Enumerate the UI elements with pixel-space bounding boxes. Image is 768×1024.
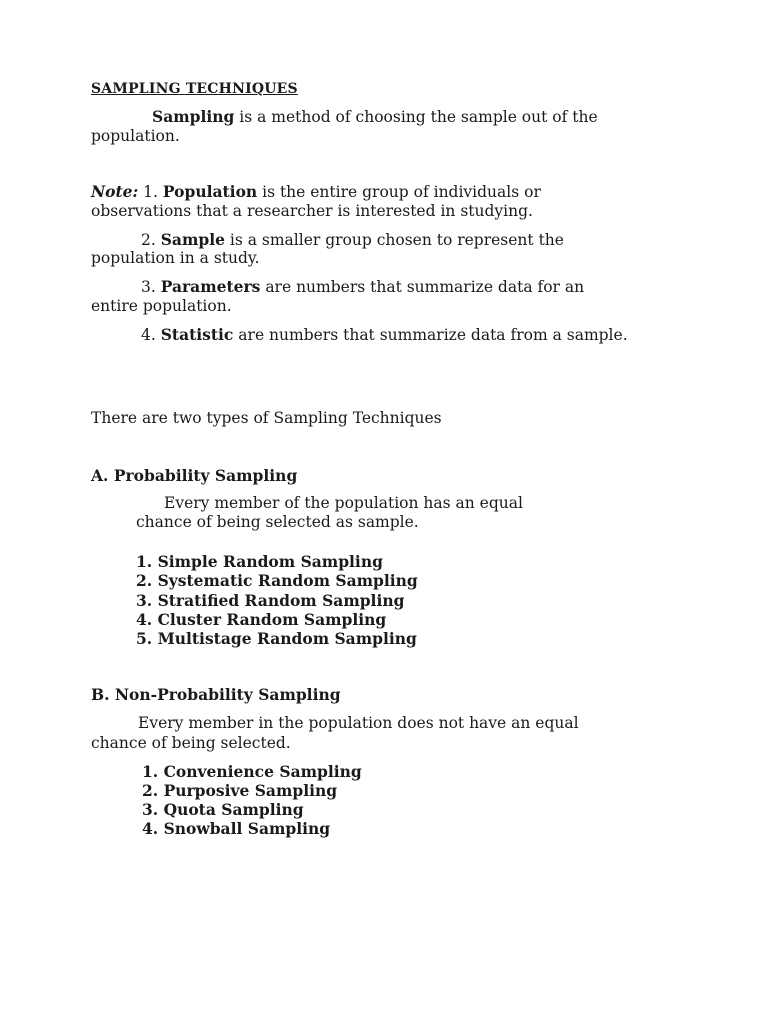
note-item-2-line-1 [141,230,564,250]
definition-term: Sampling [152,107,235,126]
note-item-4-line-1 [141,325,628,345]
probability-desc-line-2: chance of being selected as sample. [136,513,419,531]
list-item: 4. Snowball Sampling [142,819,331,838]
note-number: 4. [141,326,161,344]
note-item-3-line-2: entire population. [91,297,232,315]
non-probability-desc-line-1: Every member in the population does not have an equal [138,714,579,732]
list-item: 5. Multistage Random Sampling [136,629,417,648]
section-heading-probability: A. Probability Sampling [91,466,298,485]
list-item: 3. Stratified Random Sampling [136,591,405,610]
note-text: are numbers that summarize data from a sample. [233,326,628,344]
list-item: 2. Systematic Random Sampling [136,571,418,590]
definition-line-2: population. [91,127,180,145]
note-text: are numbers that summarize data for an [260,278,585,296]
note-label: Note: [91,182,139,201]
note-term: Statistic [160,325,234,344]
non-probability-desc-line-2: chance of being selected. [91,734,291,752]
note-text: is a smaller group chosen to represent the [224,231,564,249]
page-title: SAMPLING TECHNIQUES [91,81,298,97]
note-number: 2. [141,231,161,249]
definition-text: is a method of choosing the sample out of the [234,108,598,126]
note-number: 3. [141,278,161,296]
section-heading-non-probability: B. Non-Probability Sampling [91,685,341,704]
note-text: is the entire group of individuals or [257,183,541,201]
list-item: 1. Convenience Sampling [142,762,362,781]
probability-desc-line-1: Every member of the population has an equal [164,494,523,512]
note-item-1-line-2: observations that a researcher is interested in studying. [91,202,533,220]
list-item: 1. Simple Random Sampling [136,552,383,571]
note-number: 1. [138,183,163,201]
note-term: Parameters [160,277,261,296]
list-item: 2. Purposive Sampling [142,781,338,800]
note-item-1-line-1 [91,182,541,202]
list-item: 4. Cluster Random Sampling [136,610,387,629]
note-item-3-line-1 [141,277,584,297]
definition-line-1 [152,107,598,127]
note-term: Sample [160,230,225,249]
list-item: 3. Quota Sampling [142,800,304,819]
note-item-2-line-2: population in a study. [91,249,260,267]
note-term: Population [162,182,258,201]
intro-text: There are two types of Sampling Techniques [91,409,442,427]
